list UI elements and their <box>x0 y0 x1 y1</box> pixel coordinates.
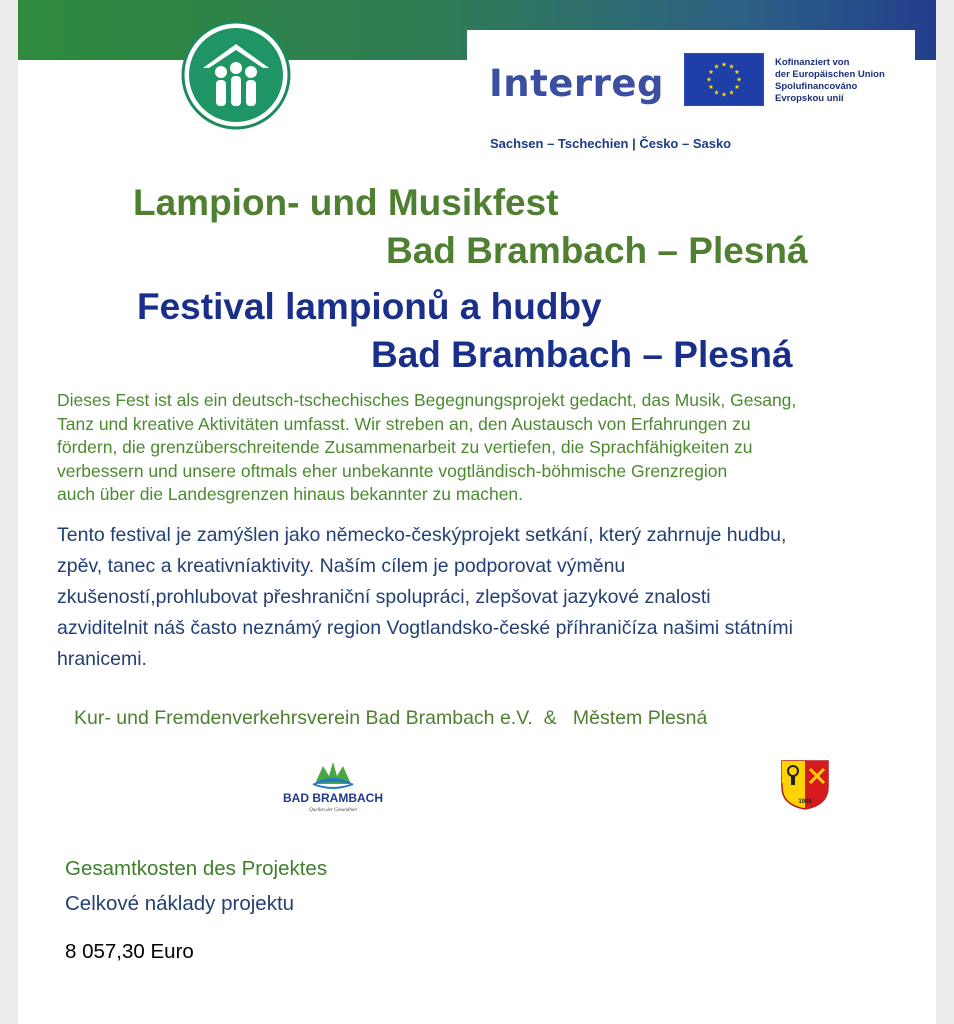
eu-text-line: der Europäischen Union <box>775 69 885 80</box>
plesna-coat-of-arms-icon <box>780 759 830 811</box>
paragraph-line: Dieses Fest ist als ein deutsch-tschechisches Begegnungsprojekt gedacht, das Musik, Gesang, <box>57 390 797 410</box>
program-region: Sachsen – Tschechien | Česko – Sasko <box>490 136 732 151</box>
description-czech <box>57 520 937 675</box>
paragraph-line: fördern, die grenzüberschreitende Zusammenarbeit zu vertiefen, die Sprachfähigkeiten zu <box>57 437 753 457</box>
paragraph-line: hranicemi. <box>57 648 147 670</box>
title-czech-line2: Bad Brambach – Plesná <box>371 334 793 375</box>
eu-cofinancing-text <box>775 57 885 105</box>
total-cost-value: 8 057,30 Euro <box>65 940 194 963</box>
paragraph-line: verbessern und unsere oftmals eher unbekannte vogtländisch-böhmische Grenzregion <box>57 460 728 481</box>
description-german <box>57 389 937 507</box>
plesna-year: 1908 <box>798 799 812 805</box>
paragraph-line: azviditelnit náš často neznámý region Vogtlandsko-české příhraničíza našimi státními <box>57 617 793 639</box>
organization-logo-icon <box>181 20 291 130</box>
title-german-line1: Lampion- und Musikfest <box>133 182 559 223</box>
eu-text-line: Spolufinancováno <box>775 81 858 92</box>
eu-flag-icon <box>684 53 764 106</box>
paragraph-line: Tento festival je zamýšlen jako německo-českýprojekt setkání, který zahrnuje hudbu, <box>57 524 787 546</box>
title-czech-line1: Festival lampionů a hudby <box>137 286 602 327</box>
total-cost-label-czech: Celkové náklady projektu <box>65 892 295 915</box>
eu-text-line: Evropskou unií <box>775 93 844 104</box>
total-cost-label-german: Gesamtkosten des Projektes <box>65 857 328 880</box>
eu-text-line: Kofinanziert von <box>775 57 850 68</box>
paragraph-line: zpěv, tanec a kreativníaktivity. Naším cílem je podporovat výměnu <box>57 555 626 577</box>
bad-brambach-tagline: Quellen der Gesundheit <box>309 808 357 813</box>
organizers-line: Kur- und Fremdenverkehrsverein Bad Brambach e.V. & Městem Plesná <box>74 707 708 729</box>
interreg-logo-text: Interreg <box>489 62 664 105</box>
bad-brambach-logo-icon <box>283 758 383 814</box>
paragraph-line: auch über die Landesgrenzen hinaus bekannter zu machen. <box>57 484 524 504</box>
bad-brambach-name: BAD BRAMBACH <box>283 791 383 805</box>
title-german-line2: Bad Brambach – Plesná <box>386 230 808 271</box>
paragraph-line: zkušeností,prohlubovat přeshraniční spolupráci, zlepšovat jazykové znalosti <box>57 586 711 608</box>
paragraph-line: Tanz und kreative Aktivitäten umfasst. Wir streben an, den Austausch von Erfahrungen zu <box>57 413 751 434</box>
